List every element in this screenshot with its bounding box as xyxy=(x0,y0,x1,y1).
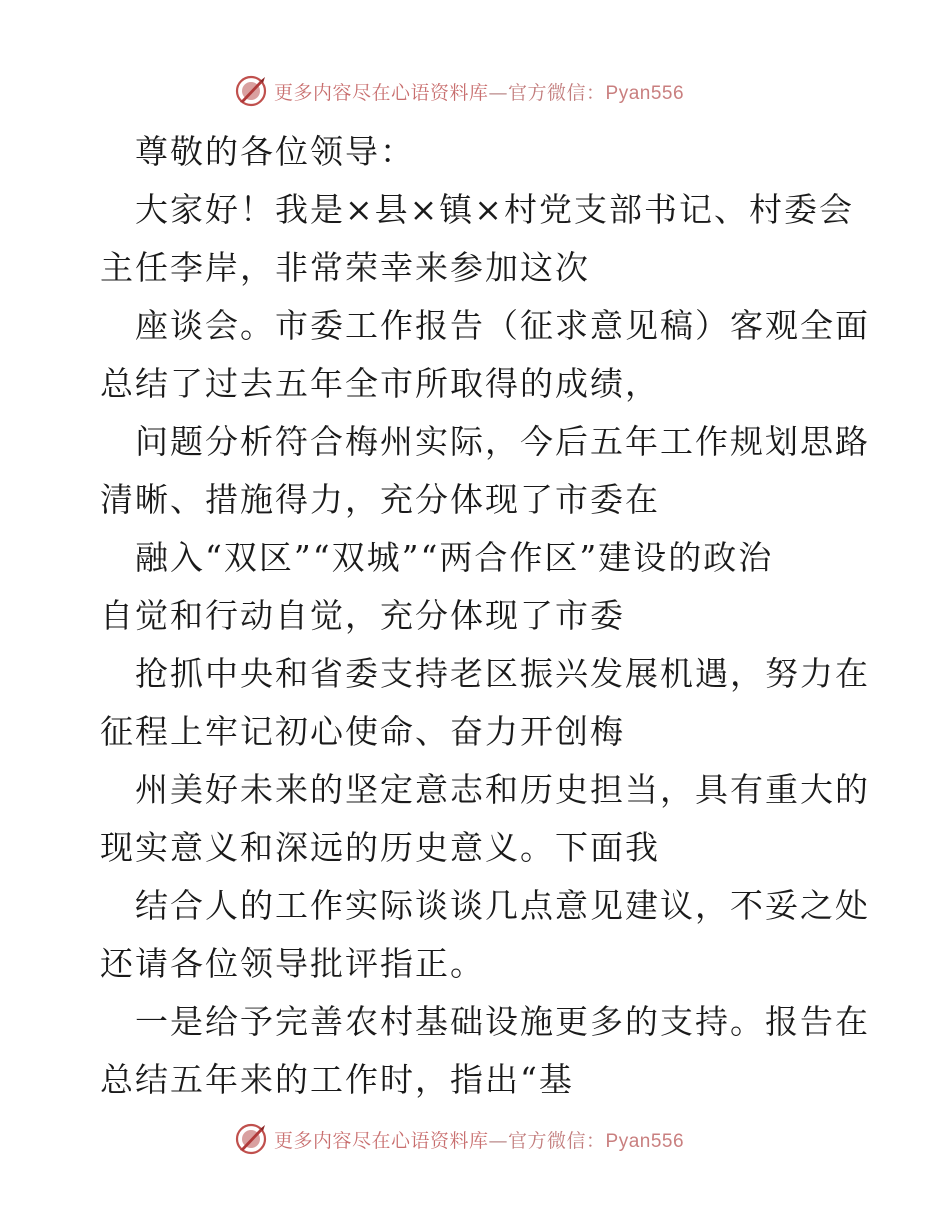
body-line: 融入“双区”“双城”“两合作区”建设的政治 xyxy=(135,538,774,577)
body-line: 座谈会。市委工作报告（征求意见稿）客观全面 xyxy=(135,306,870,345)
quill-seal-icon xyxy=(234,1122,268,1156)
body-line: 总结五年来的工作时，指出“基 xyxy=(100,1060,574,1099)
body-line: 征程上牢记初心使命、奋力开创梅 xyxy=(100,712,625,751)
watermark-wechat-id: Pyan556 xyxy=(605,82,685,104)
body-line: 总结了过去五年全市所取得的成绩， xyxy=(100,364,660,403)
watermark-official-label: 官方微信： xyxy=(508,81,606,104)
watermark-text xyxy=(274,78,684,105)
watermark-wechat-id: Pyan556 xyxy=(605,1130,685,1152)
watermark-official-label: 官方微信： xyxy=(508,1129,606,1152)
body-line: 尊敬的各位领导： xyxy=(135,132,415,171)
body-line: 现实意义和深远的历史意义。下面我 xyxy=(100,828,660,867)
body-line: 抢抓中央和省委支持老区振兴发展机遇，努力在 xyxy=(135,654,870,693)
watermark-brand: 更多内容尽在心语资料库 xyxy=(274,1129,489,1152)
watermark-dash: — xyxy=(488,81,509,104)
body-line: 州美好未来的坚定意志和历史担当，具有重大的 xyxy=(135,770,870,809)
watermark-brand: 更多内容尽在心语资料库 xyxy=(274,81,489,104)
watermark-dash: — xyxy=(488,1129,509,1152)
quill-seal-icon xyxy=(234,74,268,108)
footer-watermark xyxy=(234,1121,684,1157)
body-line: 一是给予完善农村基础设施更多的支持。报告在 xyxy=(135,1002,870,1041)
body-line: 大家好！我是×县×镇×村党支部书记、村委会 xyxy=(135,190,854,229)
body-line: 问题分析符合梅州实际，今后五年工作规划思路 xyxy=(135,422,870,461)
body-line: 还请各位领导批评指正。 xyxy=(100,944,485,983)
body-line: 结合人的工作实际谈谈几点意见建议，不妥之处 xyxy=(135,886,870,925)
document-body xyxy=(100,123,870,1109)
header-watermark xyxy=(234,73,684,109)
watermark-text xyxy=(274,1126,684,1153)
body-line: 清晰、措施得力，充分体现了市委在 xyxy=(100,480,660,519)
body-line: 主任李岸，非常荣幸来参加这次 xyxy=(100,248,590,287)
body-line: 自觉和行动自觉，充分体现了市委 xyxy=(100,596,625,635)
